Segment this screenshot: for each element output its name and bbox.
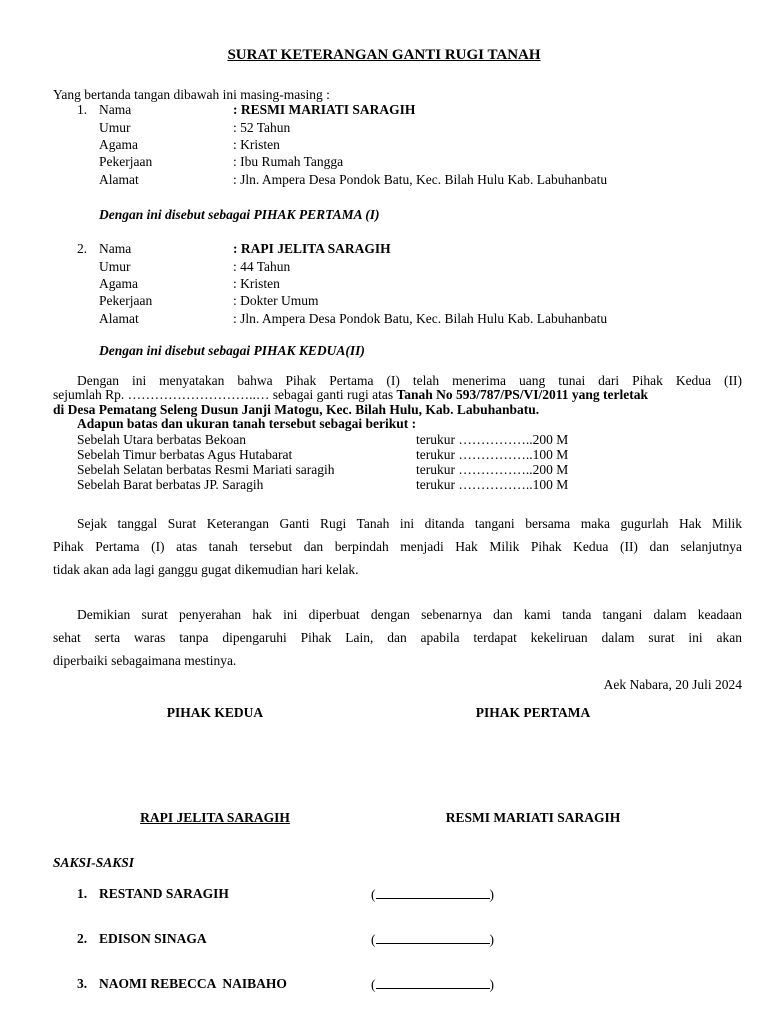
boundary-measure: terukur ……………..100 M bbox=[416, 447, 569, 462]
witness-signature-line: ( ) bbox=[371, 887, 494, 902]
witness-signature-line: ( ) bbox=[371, 932, 494, 947]
field-value-nama: : RESMI MARIATI SARAGIH bbox=[233, 102, 416, 117]
boundary-side: Sebelah Barat berbatas JP. Saragih bbox=[77, 477, 264, 492]
witness-number: 1. bbox=[77, 886, 88, 901]
witness-signature-line: ( ) bbox=[371, 977, 494, 992]
witness-number: 2. bbox=[77, 931, 88, 946]
field-value-agama: : Kristen bbox=[233, 276, 280, 291]
signature-heading-left: PIHAK KEDUA bbox=[166, 705, 264, 720]
field-label-umur: Umur bbox=[99, 120, 131, 135]
witnesses-heading: SAKSI-SAKSI bbox=[53, 855, 135, 870]
signature-name-right: RESMI MARIATI SARAGIH bbox=[445, 810, 621, 825]
party-number: 2. bbox=[77, 241, 88, 256]
signature-name-left: RAPI JELITA SARAGIH bbox=[140, 810, 290, 825]
field-label-nama: Nama bbox=[99, 241, 132, 256]
intro-text: Yang bertanda tangan dibawah ini masing-masing : bbox=[53, 87, 330, 102]
field-label-alamat: Alamat bbox=[99, 311, 139, 326]
field-label-agama: Agama bbox=[99, 276, 138, 291]
field-label-nama: Nama bbox=[99, 102, 132, 117]
field-value-umur: : 44 Tahun bbox=[233, 259, 291, 274]
boundary-measure: terukur ……………..200 M bbox=[416, 432, 569, 447]
field-value-pekerjaan: : Ibu Rumah Tangga bbox=[233, 154, 344, 169]
closing-line-1: Demikian surat penyerahan hak ini diperbuat dengan sebenarnya dan kami tanda tangani dalam keadaan bbox=[77, 607, 742, 622]
land-reference: Tanah No 593/787/PS/VI/2011 yang terletak bbox=[396, 387, 648, 402]
statement-line-2-text: sejumlah Rp. ………………………..… sebagai ganti rugi atas bbox=[53, 387, 397, 402]
document-title: SURAT KETERANGAN GANTI RUGI TANAH bbox=[227, 47, 541, 63]
field-label-pekerjaan: Pekerjaan bbox=[99, 293, 153, 308]
boundary-side: Sebelah Timur berbatas Agus Hutabarat bbox=[77, 447, 293, 462]
transfer-line-2: Pihak Pertama (I) atas tanah tersebut dan berpindah menjadi Hak Milik Pihak Kedua (II) dan selanjutnya bbox=[53, 539, 742, 554]
field-value-agama: : Kristen bbox=[233, 137, 280, 152]
witness-name: EDISON SINAGA bbox=[99, 931, 207, 946]
party-designation: Dengan ini disebut sebagai PIHAK PERTAMA (I) bbox=[99, 207, 380, 222]
party-designation: Dengan ini disebut sebagai PIHAK KEDUA(II) bbox=[99, 343, 365, 358]
field-label-pekerjaan: Pekerjaan bbox=[99, 154, 153, 169]
witness-name: NAOMI REBECCA NAIBAHO bbox=[99, 976, 287, 991]
statement-line-1: Dengan ini menyatakan bahwa Pihak Pertama (I) telah menerima uang tunai dari Pihak Kedua (II) bbox=[77, 373, 742, 388]
field-value-umur: : 52 Tahun bbox=[233, 120, 291, 135]
field-value-alamat: : Jln. Ampera Desa Pondok Batu, Kec. Bilah Hulu Kab. Labuhanbatu bbox=[233, 311, 608, 326]
transfer-line-1: Sejak tanggal Surat Keterangan Ganti Rugi Tanah ini ditanda tangani bersama maka gugurlah Hak Milik bbox=[77, 516, 742, 531]
field-label-umur: Umur bbox=[99, 259, 131, 274]
land-location: di Desa Pematang Seleng Dusun Janji Matogu, Kec. Bilah Hulu, Kab. Labuhanbatu. bbox=[53, 402, 540, 417]
field-value-alamat: : Jln. Ampera Desa Pondok Batu, Kec. Bilah Hulu Kab. Labuhanbatu bbox=[233, 172, 608, 187]
boundaries-heading: Adapun batas dan ukuran tanah tersebut sebagai berikut : bbox=[77, 416, 417, 431]
witness-number: 3. bbox=[77, 976, 88, 991]
party-number: 1. bbox=[77, 102, 88, 117]
field-value-pekerjaan: : Dokter Umum bbox=[233, 293, 319, 308]
field-label-agama: Agama bbox=[99, 137, 138, 152]
witness-name: RESTAND SARAGIH bbox=[99, 886, 229, 901]
boundary-side: Sebelah Selatan berbatas Resmi Mariati saragih bbox=[77, 462, 335, 477]
transfer-line-3: tidak akan ada lagi ganggu gugat dikemudian hari kelak. bbox=[53, 562, 359, 577]
boundary-measure: terukur ……………..100 M bbox=[416, 477, 569, 492]
boundary-side: Sebelah Utara berbatas Bekoan bbox=[77, 432, 247, 447]
closing-line-3: diperbaiki sebagaimana mestinya. bbox=[53, 653, 237, 668]
place-date: Aek Nabara, 20 Juli 2024 bbox=[603, 677, 742, 692]
closing-line-2: sehat serta waras tanpa dipengaruhi Pihak Lain, dan apabila terdapat kekeliruan dalam surat ini akan bbox=[53, 630, 742, 645]
signature-heading-right: PIHAK PERTAMA bbox=[475, 705, 591, 720]
field-value-nama: : RAPI JELITA SARAGIH bbox=[233, 241, 391, 256]
field-label-alamat: Alamat bbox=[99, 172, 139, 187]
boundary-measure: terukur ……………..200 M bbox=[416, 462, 569, 477]
